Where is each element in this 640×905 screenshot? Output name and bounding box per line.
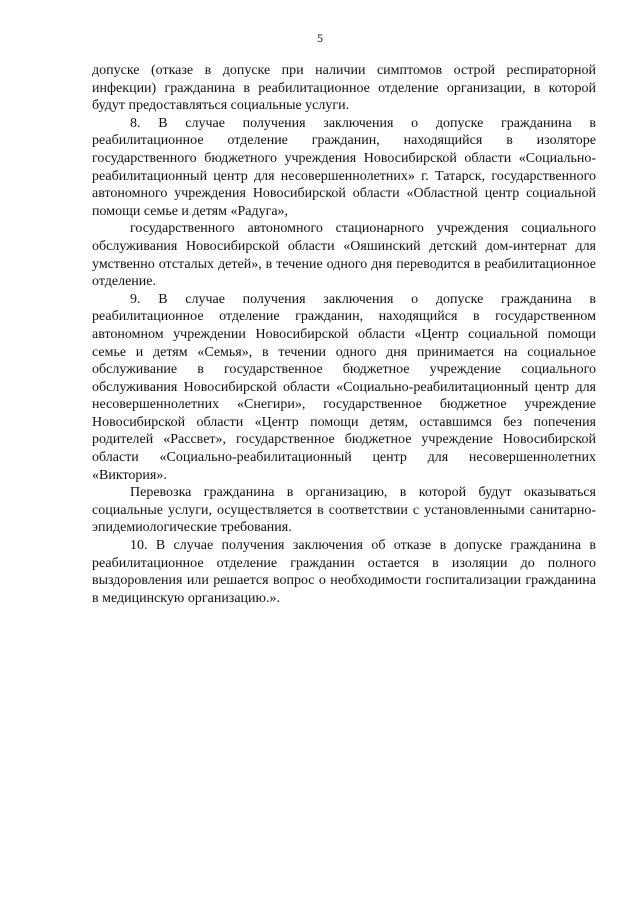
document-body (92, 62, 596, 607)
page-number: 5 (317, 31, 323, 45)
paragraph-item-8-continued: государственного автономного стационарного учреждения социального обслуживания Новосибирской области «Ояшинский детский дом-интернат для умственно отсталых детей», в течение одного дня переводится в реабилитационное отделение. (92, 221, 596, 290)
paragraph-transport: Перевозка гражданина в организацию, в которой будут оказываться социальные услуги, осуществляется в соответствии с установленными санитарно-эпидемиологические требования. (92, 485, 596, 536)
paragraph-item-8: 8. В случае получения заключения о допуске гражданина в реабилитационное отделение гражданин, находящийся в изоляторе государственного бюджетного учреждения Новосибирской области «Социально-реабилитационный центр для несовершеннолетних» г. Татарск, государственного автономного учреждения Новосибирской области «Областной центр социальной помощи семье и детям «Радуга», (92, 115, 596, 219)
paragraph-continuation: допуске (отказе в допуске при наличии симптомов острой респираторной инфекции) гражданина в реабилитационное отделение организации, в которой будут предоставляться социальные услуги. (92, 63, 596, 114)
paragraph-item-10: 10. В случае получения заключения об отказе в допуске гражданина в реабилитационное отделение гражданин остается в изоляции до полного выздоровления или решается вопрос о необходимости госпитализации гражданина в медицинскую организацию.». (92, 538, 596, 606)
paragraph-item-9: 9. В случае получения заключения о допуске гражданина в реабилитационное отделение гражданин, находящийся в государственном автономном учреждении Новосибирской области «Центр социальной помощи семье и детям «Семья», в течении одного дня принимается на социальное обслуживание в государственное бюджетное учреждение социального обслуживания Новосибирской области «Социально-реабилитационный центр для несовершеннолетних «Снегири», государственное бюджетное учреждение Новосибирской области «Центр помощи детям, оставшимся без попечения родителей «Рассвет», государственное бюджетное учреждение Новосибирской области «Социально-реабилитационный центр для несовершеннолетних «Виктория». (92, 291, 596, 483)
